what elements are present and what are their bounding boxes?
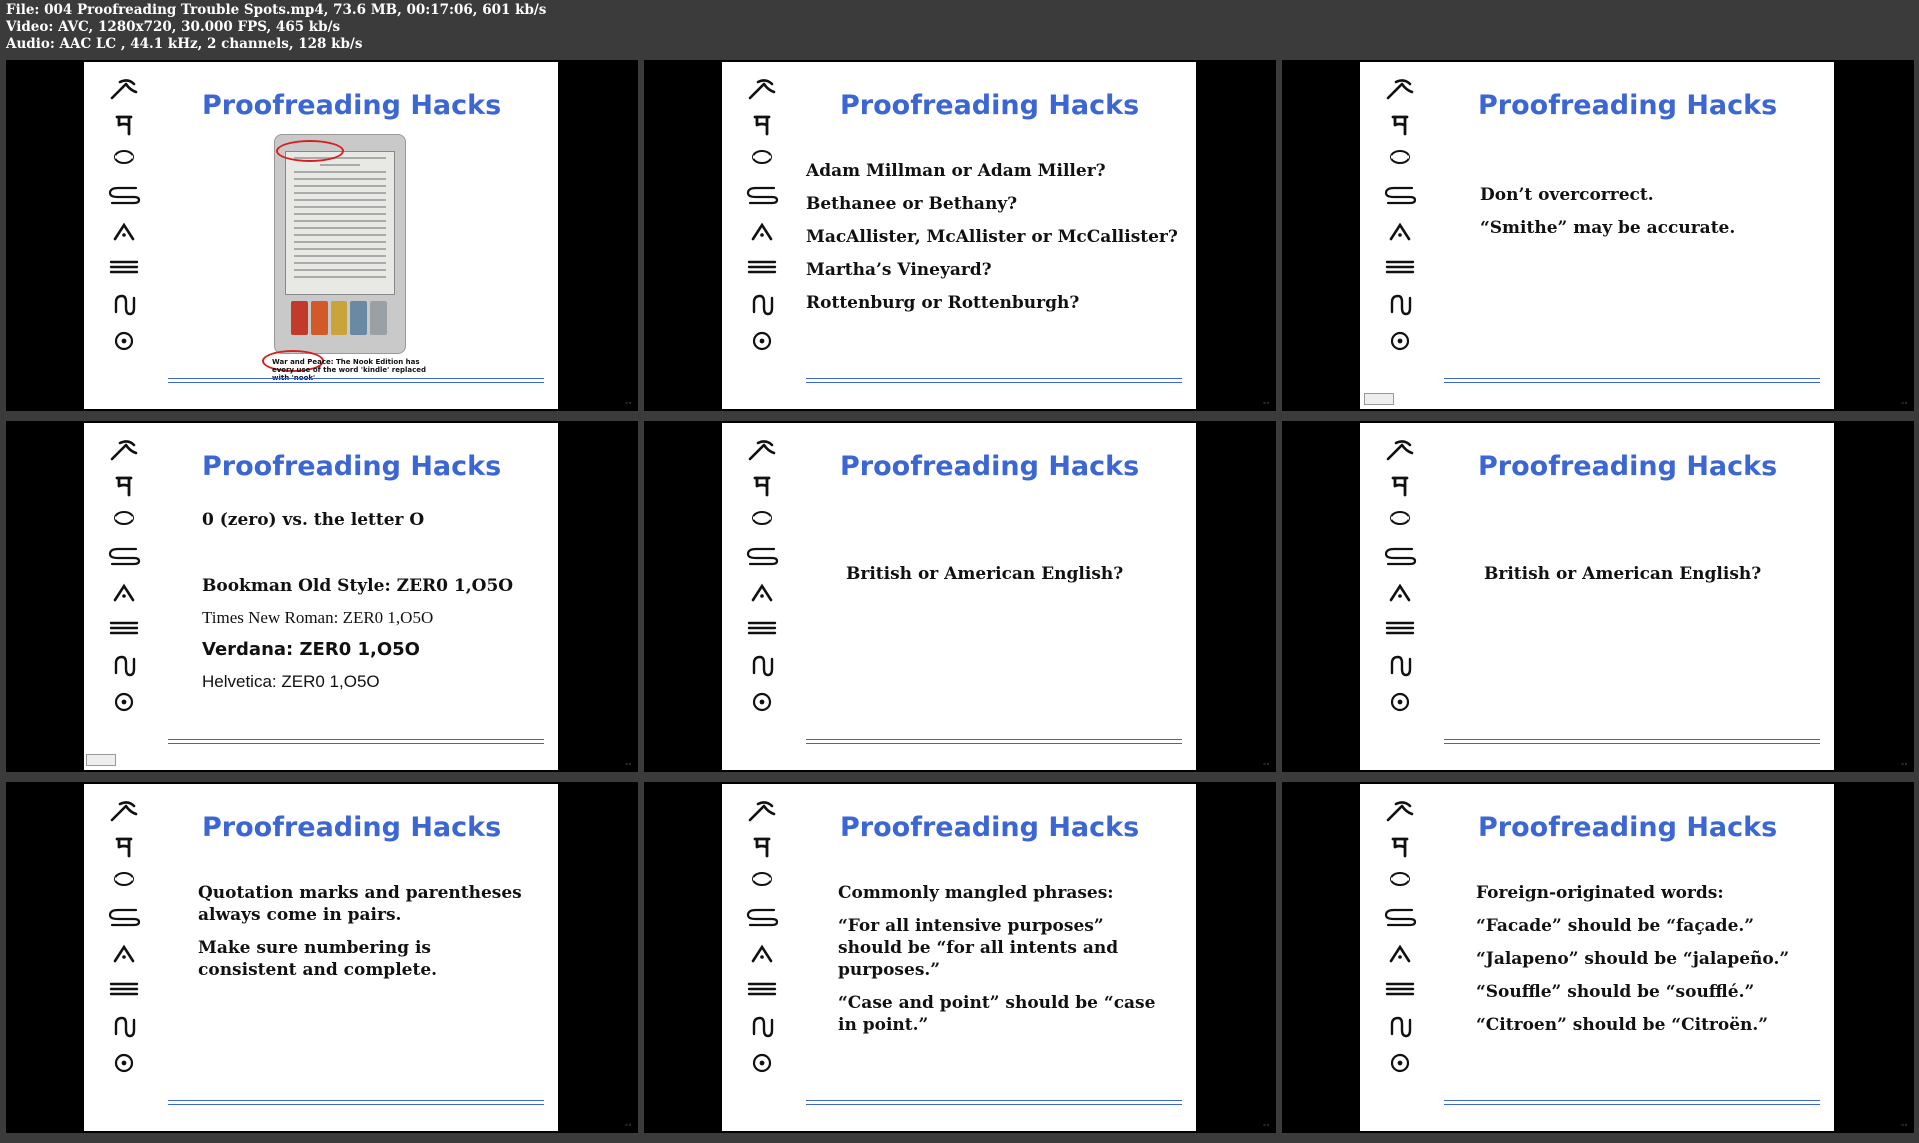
target-glyph-icon xyxy=(744,328,780,354)
target-glyph-icon xyxy=(1382,328,1418,354)
highlight-circle xyxy=(276,140,344,162)
pilcrow-glyph-icon xyxy=(106,834,142,860)
content-line: “Souffle” should be “soufflé.” xyxy=(1476,982,1755,1002)
watermark-icon: ◦◦ xyxy=(624,1122,632,1129)
slide xyxy=(84,62,558,409)
slide-content xyxy=(806,160,1178,325)
watermark-icon: ◦◦ xyxy=(1900,400,1908,407)
slide-title: Proofreading Hacks xyxy=(1478,812,1778,843)
slide-content xyxy=(846,563,1196,596)
slide xyxy=(722,784,1196,1131)
image-caption: War and Peace: The Nook Edition has every use of the word 'kindle' replaced with 'nook' xyxy=(272,358,426,382)
hook-glyph-icon xyxy=(744,437,780,463)
slide-title: Proofreading Hacks xyxy=(1478,451,1778,482)
slide xyxy=(1360,62,1834,409)
file-info-line: File: 004 Proofreading Trouble Spots.mp4, 73.6 MB, 00:17:06, 601 kb/s xyxy=(6,2,547,18)
content-line: Make sure numbering is consistent and complete. xyxy=(198,938,438,980)
content-line: Foreign-originated words: xyxy=(1476,883,1724,903)
content-line: “Case and point” should be “case in point.” xyxy=(838,993,1156,1035)
loop-glyph-icon xyxy=(744,543,780,569)
thumbnail-1[interactable] xyxy=(6,60,638,411)
watermark-icon: ◦◦ xyxy=(1262,761,1270,768)
symbol-sidebar xyxy=(84,62,164,409)
loop-glyph-icon xyxy=(1382,904,1418,930)
watermark-icon: ◦◦ xyxy=(1900,761,1908,768)
target-glyph-icon xyxy=(744,689,780,715)
pilcrow-glyph-icon xyxy=(744,834,780,860)
triple-line-glyph-icon xyxy=(1382,976,1418,1002)
hook-glyph-icon xyxy=(744,798,780,824)
hook-glyph-icon xyxy=(1382,437,1418,463)
symbol-sidebar xyxy=(84,784,164,1131)
wave-glyph-icon xyxy=(744,653,780,679)
slide xyxy=(722,423,1196,770)
hook-glyph-icon xyxy=(106,437,142,463)
hook-glyph-icon xyxy=(1382,76,1418,102)
slide-content xyxy=(198,882,538,992)
target-glyph-icon xyxy=(744,1050,780,1076)
font-sample: Bookman Old Style: ZER0 1,O5O xyxy=(202,576,514,596)
file-info-header xyxy=(0,0,1919,58)
slide-title: Proofreading Hacks xyxy=(840,90,1140,121)
footer-rule xyxy=(168,739,544,744)
ereader-screen xyxy=(285,151,395,295)
footer-rule xyxy=(1444,378,1820,383)
symbol-sidebar xyxy=(1360,784,1440,1131)
triple-line-glyph-icon xyxy=(744,615,780,641)
slide xyxy=(84,784,558,1131)
content-line: Rottenburg or Rottenburgh? xyxy=(806,293,1080,313)
content-line: “Citroen” should be “Citroën.” xyxy=(1476,1015,1769,1035)
triple-line-glyph-icon xyxy=(744,254,780,280)
symbol-sidebar xyxy=(722,62,802,409)
slide-content xyxy=(838,882,1178,1047)
content-line: “Facade” should be “façade.” xyxy=(1476,916,1755,936)
pilcrow-glyph-icon xyxy=(106,112,142,138)
content-line: Don’t overcorrect. xyxy=(1480,185,1654,205)
wave-glyph-icon xyxy=(106,653,142,679)
footer-rule xyxy=(1444,1100,1820,1105)
thumbnail-7[interactable] xyxy=(6,782,638,1133)
font-sample: Times New Roman: ZER0 1,O5O xyxy=(202,608,434,627)
oval-glyph-icon xyxy=(744,866,780,892)
pilcrow-glyph-icon xyxy=(106,473,142,499)
caret-glyph-icon xyxy=(744,218,780,244)
footer-rule xyxy=(806,1100,1182,1105)
symbol-sidebar xyxy=(722,784,802,1131)
symbol-sidebar xyxy=(1360,62,1440,409)
slide xyxy=(722,62,1196,409)
hook-glyph-icon xyxy=(744,76,780,102)
slide-content xyxy=(202,509,552,704)
font-sample: Verdana: ZER0 1,O5O xyxy=(202,639,420,660)
content-line: “Smithe” may be accurate. xyxy=(1480,218,1736,238)
loop-glyph-icon xyxy=(106,904,142,930)
target-glyph-icon xyxy=(1382,1050,1418,1076)
loop-glyph-icon xyxy=(106,182,142,208)
content-line: Adam Millman or Adam Miller? xyxy=(806,161,1106,181)
thumbnail-6[interactable] xyxy=(1282,421,1914,772)
footer-rule xyxy=(168,378,544,383)
slide-content xyxy=(1484,563,1834,596)
footer-rule xyxy=(806,739,1182,744)
thumbnail-9[interactable] xyxy=(1282,782,1914,1133)
thumbnail-5[interactable] xyxy=(644,421,1276,772)
ereader-image xyxy=(274,134,406,354)
thumbnail-3[interactable] xyxy=(1282,60,1914,411)
slide-title: Proofreading Hacks xyxy=(202,451,502,482)
wave-glyph-icon xyxy=(106,1014,142,1040)
ereader-buttons xyxy=(291,301,387,335)
wave-glyph-icon xyxy=(1382,292,1418,318)
oval-glyph-icon xyxy=(1382,505,1418,531)
screen-icon xyxy=(1364,393,1394,405)
thumbnail-4[interactable] xyxy=(6,421,638,772)
screen-icon xyxy=(86,754,116,766)
hook-glyph-icon xyxy=(106,798,142,824)
footer-rule xyxy=(168,1100,544,1105)
slide-content xyxy=(1476,882,1826,1047)
watermark-icon: ◦◦ xyxy=(1900,1122,1908,1129)
triple-line-glyph-icon xyxy=(1382,254,1418,280)
pilcrow-glyph-icon xyxy=(744,473,780,499)
caret-glyph-icon xyxy=(1382,940,1418,966)
slide xyxy=(1360,784,1834,1131)
content-line: British or American English? xyxy=(846,564,1124,584)
oval-glyph-icon xyxy=(106,144,142,170)
caret-glyph-icon xyxy=(1382,579,1418,605)
caret-glyph-icon xyxy=(106,218,142,244)
target-glyph-icon xyxy=(106,328,142,354)
pilcrow-glyph-icon xyxy=(1382,473,1418,499)
content-line: British or American English? xyxy=(1484,564,1762,584)
footer-rule xyxy=(806,378,1182,383)
triple-line-glyph-icon xyxy=(106,976,142,1002)
font-sample: Helvetica: ZER0 1,O5O xyxy=(202,672,380,691)
triple-line-glyph-icon xyxy=(106,615,142,641)
symbol-sidebar xyxy=(722,423,802,770)
caret-glyph-icon xyxy=(1382,218,1418,244)
slide-title: Proofreading Hacks xyxy=(1478,90,1778,121)
content-line: Bethanee or Bethany? xyxy=(806,194,1018,214)
content-line: Commonly mangled phrases: xyxy=(838,883,1114,903)
thumbnail-2[interactable] xyxy=(644,60,1276,411)
pilcrow-glyph-icon xyxy=(744,112,780,138)
wave-glyph-icon xyxy=(744,292,780,318)
loop-glyph-icon xyxy=(106,543,142,569)
slide xyxy=(1360,423,1834,770)
watermark-icon: ◦◦ xyxy=(624,761,632,768)
triple-line-glyph-icon xyxy=(1382,615,1418,641)
watermark-icon: ◦◦ xyxy=(1262,400,1270,407)
target-glyph-icon xyxy=(1382,689,1418,715)
hook-glyph-icon xyxy=(106,76,142,102)
caret-glyph-icon xyxy=(106,940,142,966)
content-line: “Jalapeno” should be “jalapeño.” xyxy=(1476,949,1790,969)
oval-glyph-icon xyxy=(1382,866,1418,892)
thumbnail-grid xyxy=(0,58,1919,1143)
slide-title: Proofreading Hacks xyxy=(840,451,1140,482)
caret-glyph-icon xyxy=(744,940,780,966)
triple-line-glyph-icon xyxy=(106,254,142,280)
oval-glyph-icon xyxy=(1382,144,1418,170)
footer-rule xyxy=(1444,739,1820,744)
content-line: Quotation marks and parentheses always come in pairs. xyxy=(198,883,522,925)
watermark-icon: ◦◦ xyxy=(624,400,632,407)
slide-title: Proofreading Hacks xyxy=(202,90,502,121)
wave-glyph-icon xyxy=(106,292,142,318)
caret-glyph-icon xyxy=(744,579,780,605)
loop-glyph-icon xyxy=(1382,543,1418,569)
pilcrow-glyph-icon xyxy=(1382,112,1418,138)
symbol-sidebar xyxy=(1360,423,1440,770)
audio-info-line: Audio: AAC LC , 44.1 kHz, 2 channels, 128 kb/s xyxy=(6,36,363,52)
target-glyph-icon xyxy=(106,689,142,715)
oval-glyph-icon xyxy=(744,144,780,170)
loop-glyph-icon xyxy=(744,904,780,930)
oval-glyph-icon xyxy=(106,866,142,892)
triple-line-glyph-icon xyxy=(744,976,780,1002)
watermark-icon: ◦◦ xyxy=(1262,1122,1270,1129)
caret-glyph-icon xyxy=(106,579,142,605)
oval-glyph-icon xyxy=(106,505,142,531)
content-heading: 0 (zero) vs. the letter O xyxy=(202,510,425,530)
target-glyph-icon xyxy=(106,1050,142,1076)
wave-glyph-icon xyxy=(744,1014,780,1040)
slide-content xyxy=(1480,184,1830,250)
loop-glyph-icon xyxy=(1382,182,1418,208)
symbol-sidebar xyxy=(84,423,164,770)
pilcrow-glyph-icon xyxy=(1382,834,1418,860)
content-line: Martha’s Vineyard? xyxy=(806,260,992,280)
slide-title: Proofreading Hacks xyxy=(202,812,502,843)
content-line: “For all intensive purposes” should be “for all intents and purposes.” xyxy=(838,916,1119,980)
oval-glyph-icon xyxy=(744,505,780,531)
video-info-line: Video: AVC, 1280x720, 30.000 FPS, 465 kb/s xyxy=(6,19,341,35)
hook-glyph-icon xyxy=(1382,798,1418,824)
thumbnail-8[interactable] xyxy=(644,782,1276,1133)
content-line: MacAllister, McAllister or McCallister? xyxy=(806,227,1178,247)
wave-glyph-icon xyxy=(1382,653,1418,679)
slide-title: Proofreading Hacks xyxy=(840,812,1140,843)
wave-glyph-icon xyxy=(1382,1014,1418,1040)
loop-glyph-icon xyxy=(744,182,780,208)
slide xyxy=(84,423,558,770)
